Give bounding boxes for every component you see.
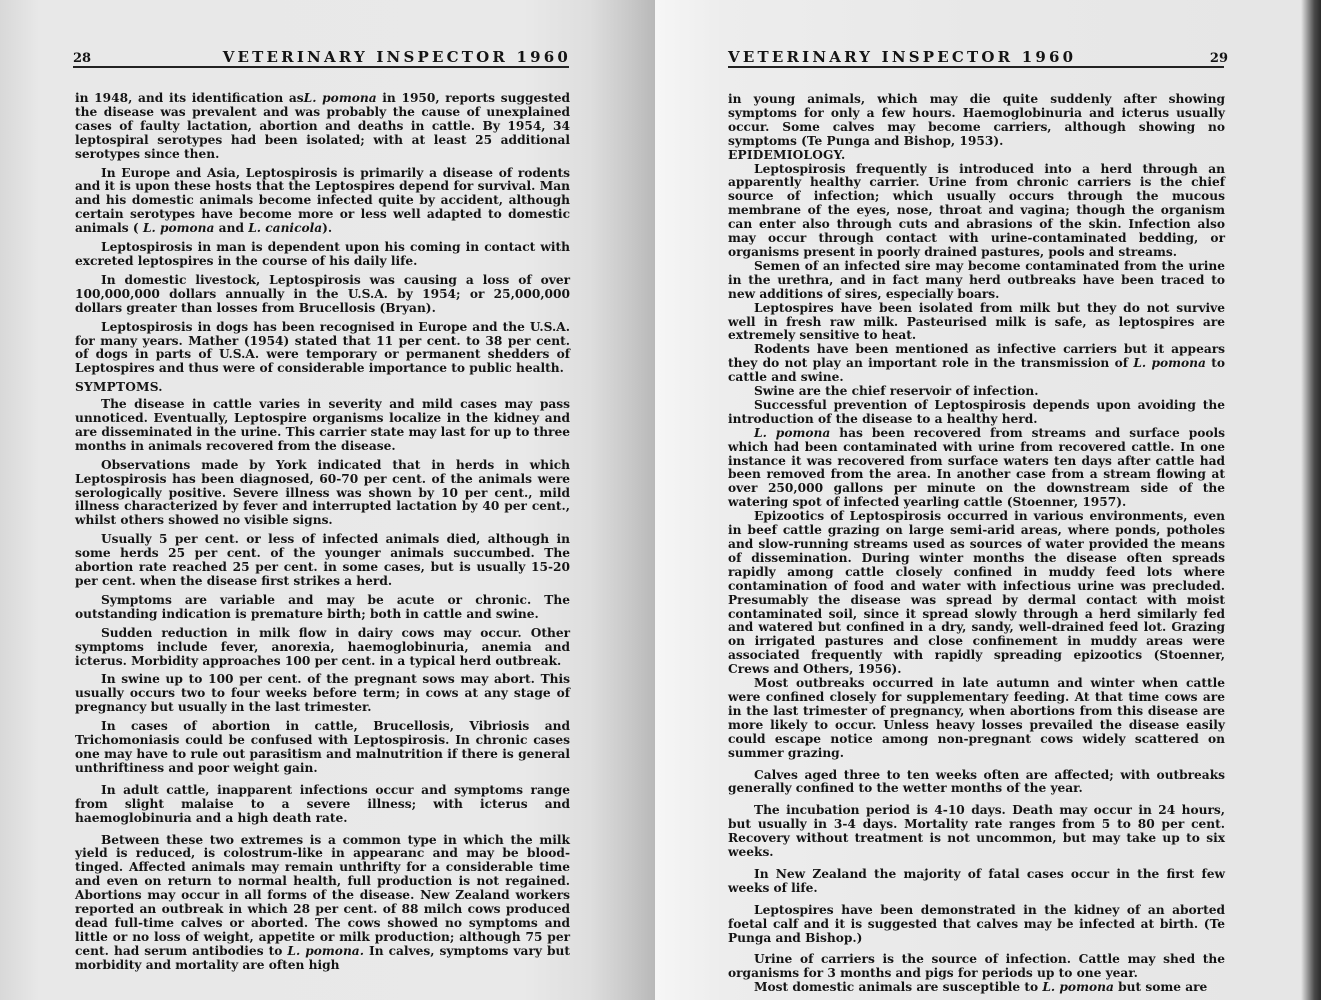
paragraph: Successful prevention of Leptospirosis depends upon avoiding the introduction of the disease to a healthy herd. [728,397,1225,426]
page-number: 28 [73,51,92,66]
paragraph: in 1948, and its identification asL. pomona in 1950, reports suggested the disease was prevalent and was probably the cause of unexplained cases of faulty lactation, abortion and deaths in cattle. By 1954, 34 leptospiral serotypes had been isolated; with at least 25 additional serotypes since then. [75,91,571,161]
paragraph: Urine of carriers is the source of infection. Cattle may shed the organisms for 3 months and pigs for periods up to one year. [728,952,1225,981]
header-rule [728,66,1224,68]
page-number: 29 [1209,51,1228,66]
left-page [0,0,655,1000]
paragraph: The incubation period is 4-10 days. Death may occur in 24 hours, but usually in 3-4 days. Mortality rate ranges from 5 to 80 per cent. Recovery without treatment is not uncommon, but may take up to six weeks. [728,803,1225,860]
paragraph: In Europe and Asia, Leptospirosis is primarily a disease of rodents and it is upon these hosts that the Leptospires depend for survival. Man and his domestic animals become infected quite by accident, although certain serotypes have become more or less well adapted to domestic animals ( L. pomona and L. canicola). [75,165,570,236]
paragraph: L. pomona has been recovered from streams and surface pools which had been contaminated with urine from recovered cattle. In one instance it was recovered from surface waters ten days after cattle had been removed from the area. In another case from a stream flowing at over 250,000 gallons per minute on the downstream side of the watering spot of infected yearling cattle (Stoenner, 1957). [728,425,1225,510]
paragraph: Usually 5 per cent. or less of infected animals died, although in some herds 25 per cent. of the younger animals succumbed. The abortion rate reached 25 per cent. in some cases, but is usually 15-20 per cent. when the disease first strikes a herd. [75,532,570,588]
running-header-title: VETERINARY INSPECTOR 1960 [222,48,571,66]
paragraph: Symptoms are variable and may be acute or chronic. The outstanding indication is premature birth; both in cattle and swine. [75,592,570,621]
header-rule [73,66,569,68]
paragraph: Between these two extremes is a common type in which the milk yield is reduced, is colostrum-like in appearanc and may be blood-tinged. Affected animals may remain unthrifty for a considerable time and even on return to normal health, full production is not regained. Abortions may occur in all forms of the disease. New Zealand workers reported an outbreak in which 28 per cent. of 88 milch cows produced dead full-time calves or aborted. The cows showed no symptoms and little or no loss of weight, appetite or milk production; although 75 per cent. had serum antibodies to L. pomona. In calves, symptoms vary but morbidity and mortality are often high [75,832,570,972]
paragraph: Leptospires have been isolated from milk but they do not survive well in fresh raw milk. Pasteurised milk is safe, as leptospires are extremely sensitive to heat. [728,300,1225,343]
paragraph: Rodents have been mentioned as infective carriers but it appears they do not play an important role in the transmission of L. pomona to cattle and swine. [728,342,1225,385]
paragraph: The disease in cattle varies in severity and mild cases may pass unnoticed. Eventually, Leptospire organisms localize in the kidney and are disseminated in the urine. This carrier state may last for up to three months in animals recovered from the disease. [75,397,570,453]
right-page [655,0,1321,1000]
paragraph: In cases of abortion in cattle, Brucellosis, Vibriosis and Trichomoniasis could be confused with Leptospirosis. In chronic cases one may have to rule out parasitism and malnutrition if there is general unthriftiness and poor weight gain. [75,719,570,775]
left-page-body [75,92,570,978]
left-page-header [73,44,571,66]
paragraph: Sudden reduction in milk flow in dairy cows may occur. Other symptoms include fever, anorexia, haemoglobinuria, anemia and icterus. Morbidity approaches 100 per cent. in a typical herd outbreak. [75,625,570,668]
paragraph: Semen of an infected sire may become contaminated from the urine in the urethra, and in fact many herd outbreaks have been traced to new additions of sires, especially boars. [728,258,1225,301]
paragraph: In domestic livestock, Leptospirosis was causing a loss of over 100,000,000 dollars annually in the U.S.A. by 1954; or 25,000,000 dollars greater than losses from Brucellosis (Bryan). [75,272,570,315]
section-heading-epidemiology: EPIDEMIOLOGY. [728,147,846,162]
paragraph: In New Zealand the majority of fatal cases occur in the first few weeks of life. [728,866,1225,895]
paragraph: In adult cattle, inapparent infections occur and symptoms range from slight malaise to a severe illness; with icterus and haemoglobinuria and a high death rate. [75,782,570,825]
running-header-title: VETERINARY INSPECTOR 1960 [728,48,1077,66]
paragraph: Leptospires have been demonstrated in the kidney of an aborted foetal calf and it is suggested that calves may be infected at birth. (Te Punga and Bishop.) [728,902,1225,945]
paragraph: Swine are the chief reservoir of infection. [754,384,1039,399]
paragraph: Epizootics of Leptospirosis occurred in various environments, even in beef cattle grazing on large semi-arid areas, where ponds, potholes and slow-running streams used as sources of water provided the means of dissemination. During winter months the disease often spreads rapidly among cattle closely confined in muddy feed lots where contamination of food and water with infectious urine was precluded. Presumably the disease was spread by dermal contact with moist contaminated soil, since it spread slowly through a herd similarly fed and watered but confined in a dry, sandy, well-drained feed lot. Grazing on irrigated pastures and close confinement in muddy areas were associated frequently with rapidly spreading epizootics (Stoenner, Crews and Others, 1956). [728,509,1225,677]
paragraph: Leptospirosis in dogs has been recognised in Europe and the U.S.A. for many years. Mather (1954) stated that 11 per cent. to 38 per cent. of dogs in parts of U.S.A. were temporary or permanent shedders of Leptospires and thus were of considerable importance to public health. [75,319,570,376]
paragraph: Leptospirosis frequently is introduced into a herd through an apparently healthy carrier. Urine from chronic carriers is the chief source of infection; which usually occurs through the mucous membrane of the eyes, nose, throat and vagina; though the organism can enter also through cuts and abrasions of the skin. Infection also may occur through contact with urine-contaminated bedding, or organisms present in poorly drained pastures, pools and streams. [728,161,1225,259]
paragraph: Calves aged three to ten weeks often are affected; with outbreaks generally confined to the wetter months of the year. [728,767,1225,796]
paragraph: Most outbreaks occurred in late autumn and winter when cattle were confined closely for supplementary feeding. At that time cows are in the last trimester of pregnancy, when abortions from this disease are more likely to occur. Unless heavy losses prevailed the disease easily could escape notice among non-pregnant cows widely scattered on summer grazing. [728,676,1225,760]
section-heading-symptoms: SYMPTOMS. [75,380,163,395]
paragraph: In swine up to 100 per cent. of the pregnant sows may abort. This usually occurs two to four weeks before term; in cows at any stage of pregnancy but usually in the last trimester. [75,672,570,715]
paragraph: Observations made by York indicated that in herds in which Leptospirosis has been diagnosed, 60-70 per cent. of the animals were serologically positive. Severe illness was shown by 10 per cent., mild illness characterized by fever and interrupted lactation by 40 per cent., whilst others showed no visible signs. [75,457,570,528]
paragraph: Most domestic animals are susceptible to L. pomona but some are [754,980,1208,995]
right-page-header [728,44,1228,66]
paragraph: Leptospirosis in man is dependent upon his coming in contact with excreted leptospires in the course of his daily life. [75,240,570,268]
right-page-body [728,93,1225,995]
paragraph: in young animals, which may die quite suddenly after showing symptoms for only a few hours. Haemoglobinuria and icterus usually occur. Some calves may become carriers, although showing no symptoms (Te Punga and Bishop, 1953). [728,92,1225,148]
